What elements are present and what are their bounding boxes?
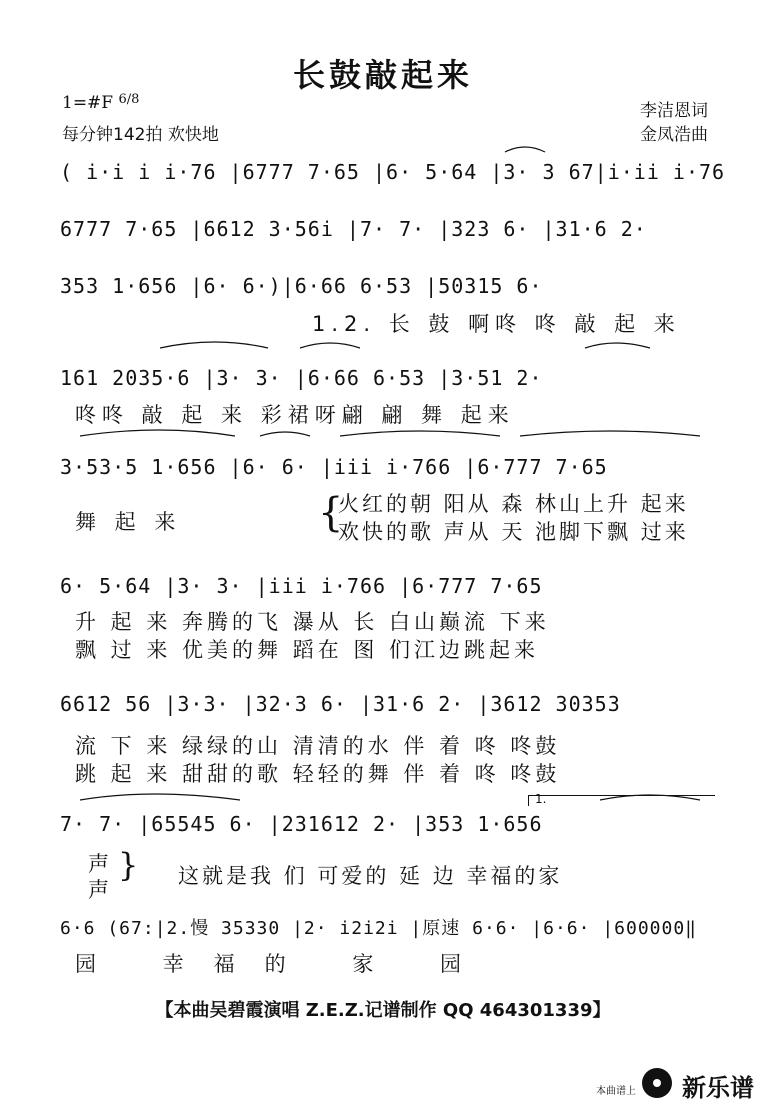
notation-text: 7· 7· |65545 6· |231612 2· |353 1·656 — [60, 812, 543, 836]
lyric-line-3: 舞 起 来 — [75, 510, 182, 534]
notation-text: 6·6 (67:|2.慢 35330 |2· i2i2i |原速 6·6· |6·6· |600000‖ — [60, 918, 698, 939]
close-brace: } — [118, 846, 139, 884]
tempo-marking: 每分钟142拍 欢快地 — [62, 125, 219, 145]
lyric-line-1: 1.2. 长 鼓 啊咚 咚 敲 起 来 — [312, 312, 681, 336]
lyric-line-13: 园 幸福的 家 园 — [75, 952, 492, 976]
lyric-line-7: 飘 过 来 优美的舞 蹈在 图 们江边跳起来 — [75, 638, 540, 662]
lyric-line-6: 升 起 来 奔腾的飞 瀑从 长 白山巅流 下来 — [75, 610, 550, 634]
notation-text: 6· 5·64 |3· 3· |iii i·766 |6·777 7·65 — [60, 574, 543, 598]
lyric-line-11: 声 — [88, 878, 115, 902]
slur — [80, 430, 235, 436]
logo-caption: 本曲谱上 — [596, 1086, 636, 1097]
composer-credit: 金凤浩曲 — [640, 125, 708, 145]
notation-text: 6612 56 |3·3· |32·3 6· |31·6 2· |3612 30353 — [60, 692, 621, 716]
logo-text: 新乐谱 — [682, 1074, 754, 1102]
slur — [600, 795, 700, 800]
slur — [505, 147, 545, 152]
notation-text: ( i·i i i·76 |6777 7·65 |6· 5·64 |3· 3 67|i·ii i·76 — [60, 160, 726, 184]
slur — [160, 342, 268, 348]
lyric-line-4: 火红的朝 阳从 森 林山上升 起来 — [338, 492, 689, 516]
song-title: 长鼓敲起来 — [292, 56, 473, 94]
slur — [585, 343, 650, 348]
key-label: 1=#F — [62, 93, 114, 113]
verse-brace: { — [318, 490, 344, 536]
lyric-line-2: 咚咚 敲 起 来 彩裙呀翩 翩 舞 起来 — [75, 403, 515, 427]
notation-text: 6777 7·65 |6612 3·56i |7· 7· |323 6· |31·6 2· — [60, 217, 647, 241]
notation-text: 353 1·656 |6· 6·)|6·66 6·53 |50315 6· — [60, 274, 543, 298]
slur — [260, 432, 310, 436]
volta-marker: 1. — [535, 792, 547, 806]
time-signature: 6/8 — [118, 92, 140, 107]
slur — [300, 343, 360, 348]
notation-text: 3·53·5 1·656 |6· 6· |iii i·766 |6·777 7·65 — [60, 455, 608, 479]
footer-credit: 【本曲吴碧霞演唱 Z.E.Z.记谱制作 QQ 464301339】 — [155, 1000, 611, 1021]
lyric-line-9: 跳 起 来 甜甜的歌 轻轻的舞 伴 着 咚 咚鼓 — [75, 762, 561, 786]
lyric-line-8: 流 下 来 绿绿的山 清清的水 伴 着 咚 咚鼓 — [75, 734, 561, 758]
notation-text: 161 2035·6 |3· 3· |6·66 6·53 |3·51 2· — [60, 366, 543, 390]
lyric-line-5: 欢快的歌 声从 天 池脚下飘 过来 — [338, 520, 689, 544]
slur — [80, 794, 240, 800]
slur — [340, 431, 500, 436]
lyric-line-10: 声 — [88, 852, 115, 876]
lyric-line-12: 这就是我 们 可爱的 延 边 幸福的家 — [178, 864, 563, 888]
lyricist-credit: 李洁恩词 — [640, 101, 708, 121]
slur — [520, 431, 700, 436]
